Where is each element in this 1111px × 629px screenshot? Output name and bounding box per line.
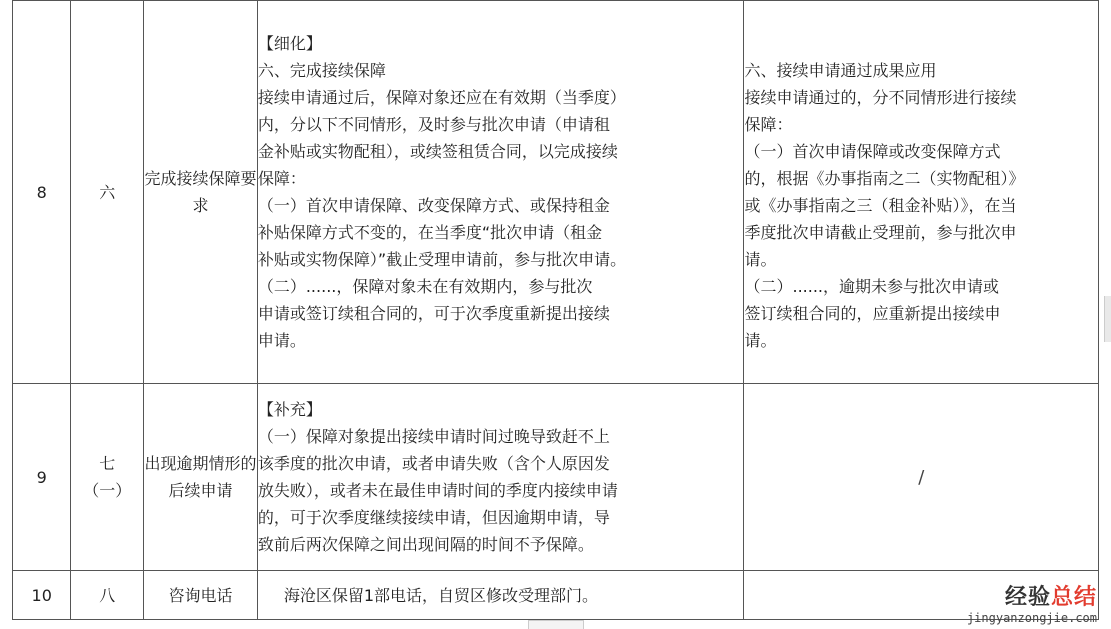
content-line: 内，分以下不同情形，及时参与批次申请（申请租: [257, 115, 610, 134]
content-line: 六、完成接续保障: [257, 61, 386, 80]
content-line: （二）......，保障对象未在有效期内，参与批次: [257, 277, 593, 296]
document-table: [12, 0, 1099, 620]
content-line: （一）保障对象提出接续申请时间过晚导致赶不上: [257, 427, 610, 446]
table-row: [13, 571, 1099, 620]
vertical-scroll-handle[interactable]: [1104, 296, 1111, 342]
content-line: 致前后两次保障之间出现间隔的时间不予保障。: [257, 535, 594, 554]
revised-content: [257, 384, 744, 571]
item-number-line: 七: [99, 454, 116, 473]
content-line: 的，可于次季度继续接续申请，但因逾期申请，导: [257, 508, 610, 527]
content-line: 请。: [744, 250, 777, 269]
table-row: [13, 384, 1099, 571]
watermark-title-highlight: 总结: [1050, 585, 1097, 610]
revised-content: 海沧区保留1部电话，自贸区修改受理部门。: [257, 571, 744, 620]
content-line: 补贴或实物保障）”截止受理申请前，参与批次申请。: [257, 250, 627, 269]
content-line: 的，根据《办事指南之二（实物配租）》: [744, 169, 1025, 188]
row-title: 出现逾期情形的后续申请: [144, 384, 258, 571]
content-line: 或《办事指南之三（租金补贴）》，在当: [744, 196, 1017, 215]
content-line: 申请。: [257, 331, 306, 350]
item-number-line: （一）: [83, 481, 132, 500]
content-line: （一）首次申请保障、改变保障方式、或保持租金: [257, 196, 610, 215]
content-line: 保障：: [257, 169, 306, 188]
content-line: 签订续租合同的，应重新提出接续申: [744, 304, 1001, 323]
section-tag: 【细化】: [257, 34, 322, 53]
content-line: 接续申请通过的，分不同情形进行接续: [744, 88, 1017, 107]
watermark-logo: [967, 587, 1097, 624]
empty-marker: /: [744, 384, 1099, 571]
row-number: 10: [13, 571, 71, 620]
content-line: 金补贴或实物配租），或续签租赁合同，以完成接续: [257, 142, 618, 161]
content-line: 六、接续申请通过成果应用: [744, 61, 937, 80]
row-number: 8: [13, 1, 71, 384]
content-line: 接续申请通过后，保障对象还应在有效期（当季度）: [257, 88, 626, 107]
content-line: 保障：: [744, 115, 793, 134]
content-line: 申请或签订续租合同的，可于次季度重新提出接续: [257, 304, 610, 323]
watermark-url: jingyanzongjie.com: [966, 611, 1097, 625]
item-number: 六: [71, 1, 144, 384]
row-title: 完成接续保障要求: [144, 1, 258, 384]
item-number: [71, 384, 144, 571]
content-line: 补贴保障方式不变的，在当季度“批次申请（租金: [257, 223, 603, 242]
content-line: 放失败），或者未在最佳申请时间的季度内接续申请: [257, 481, 618, 500]
watermark-title-prefix: 经验: [1004, 585, 1051, 610]
content-line: 该季度的批次申请，或者申请失败（含个人原因发: [257, 454, 610, 473]
content-line: （一）首次申请保障或改变保障方式: [744, 142, 1001, 161]
revised-content: [257, 1, 744, 384]
content-line: （二）......，逾期未参与批次申请或: [744, 277, 1000, 296]
content-line: 请。: [744, 331, 777, 350]
item-number: 八: [71, 571, 144, 620]
row-number: 9: [13, 384, 71, 571]
original-content: [744, 1, 1099, 384]
content-line: 季度批次申请截止受理前，参与批次申: [744, 223, 1017, 242]
watermark-title: [967, 587, 1097, 609]
section-tag: 【补充】: [257, 400, 322, 419]
row-title: 咨询电话: [144, 571, 258, 620]
table-row: [13, 1, 1099, 384]
